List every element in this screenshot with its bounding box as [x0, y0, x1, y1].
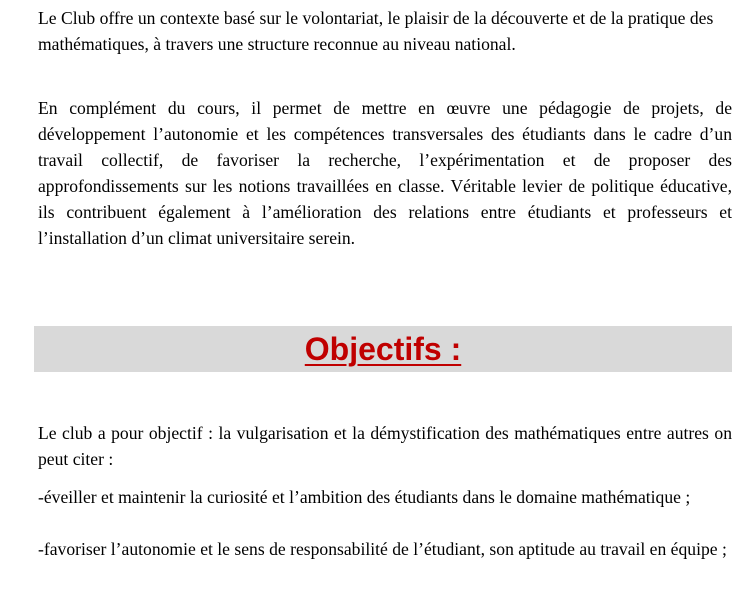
objective-bullet-curiosity: -éveiller et maintenir la curiosité et l’ambition des étudiants dans le domaine mathématique ;: [38, 487, 691, 507]
objective-intro-paragraph: Le club a pour objectif : la vulgarisation et la démystification des mathématiques entre autres on peut citer :: [38, 423, 732, 469]
complement-paragraph: En complément du cours, il permet de mettre en œuvre une pédagogie de projets, de développement l’autonomie et les compétences transversales des étudiants dans le cadre d’un travail collectif, de favoriser la recherche, l’expérimentation et de proposer des approfondissements sur les notions travaillées en classe. Véritable levier de politique éducative, ils contribuent également à l’amélioration des relations entre étudiants et professeurs et l’installation d’un climat universitaire serein.: [38, 98, 732, 248]
section-heading: Objectifs :: [304, 331, 462, 367]
objective-bullet-autonomy: -favoriser l’autonomie et le sens de responsabilité de l’étudiant, son aptitude au travail en équipe ;: [38, 539, 727, 559]
intro-paragraph: Le Club offre un contexte basé sur le volontariat, le plaisir de la découverte et de la pratique des mathématiques, à travers une structure reconnue au niveau national.: [38, 8, 714, 54]
section-heading-band: [34, 326, 732, 372]
